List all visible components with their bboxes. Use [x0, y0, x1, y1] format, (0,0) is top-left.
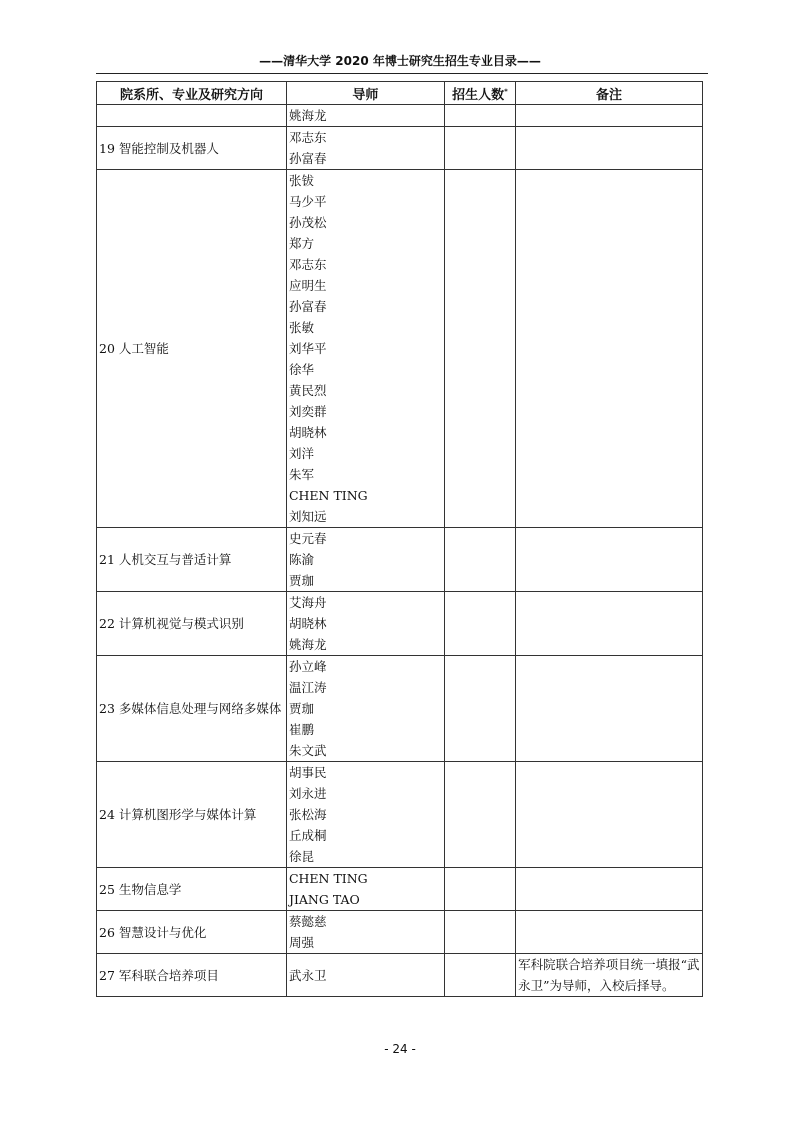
supervisor-name: 陈渝 — [288, 552, 314, 567]
supervisor-name: 朱军 — [288, 467, 314, 482]
supervisor-name: 张松海 — [288, 807, 327, 822]
direction-cell: 27 军科联合培养项目 — [97, 954, 287, 997]
supervisor-name: 贾珈 — [288, 573, 314, 588]
supervisor-name: 崔鹏 — [288, 722, 314, 737]
remarks-cell: 军科院联合培养项目统一填报“武永卫”为导师，入校后择导。 — [516, 954, 703, 997]
table-row — [97, 105, 703, 127]
quota-cell — [444, 528, 515, 592]
remarks-cell — [516, 762, 703, 868]
supervisor-name: 邓志东 — [288, 130, 327, 145]
quota-cell — [444, 954, 515, 997]
direction-cell — [97, 105, 287, 127]
header-supervisor: 导师 — [286, 82, 444, 105]
supervisor-name: 郑方 — [288, 236, 314, 251]
table-row — [97, 127, 703, 170]
supervisor-name: 刘奕群 — [288, 404, 327, 419]
page-number: - 24 - — [384, 1042, 416, 1056]
supervisor-cell — [286, 127, 444, 170]
supervisor-cell — [286, 528, 444, 592]
table-row — [97, 954, 703, 997]
supervisor-name: 刘洋 — [288, 446, 314, 461]
supervisor-name: 孙茂松 — [288, 215, 327, 230]
table-header-row — [97, 82, 703, 105]
supervisor-name: JIANG TAO — [288, 892, 360, 907]
supervisor-name: CHEN TING — [288, 871, 368, 886]
supervisor-name: 孙富春 — [288, 151, 327, 166]
header-rule — [96, 73, 708, 74]
supervisor-name: 马少平 — [288, 194, 327, 209]
supervisor-name: 武永卫 — [288, 967, 327, 983]
supervisor-name: 温江涛 — [288, 680, 327, 695]
supervisor-name: 应明生 — [288, 278, 327, 293]
header-quota-mark: * — [504, 87, 508, 96]
supervisor-cell — [286, 762, 444, 868]
header-remarks: 备注 — [516, 82, 703, 105]
table-row — [97, 170, 703, 528]
supervisor-name: 艾海舟 — [288, 595, 327, 610]
quota-cell — [444, 762, 515, 868]
supervisor-name: 张敏 — [288, 320, 314, 335]
supervisor-cell — [286, 170, 444, 528]
supervisor-name: 丘成桐 — [288, 828, 327, 843]
supervisor-cell — [286, 656, 444, 762]
supervisor-name: 胡晓林 — [288, 616, 327, 631]
remarks-cell — [516, 105, 703, 127]
supervisor-cell — [286, 954, 444, 997]
supervisor-name: 贾珈 — [288, 701, 314, 716]
supervisor-name: 史元春 — [288, 531, 327, 546]
header-quota — [444, 82, 515, 105]
header-quota-label: 招生人数 — [452, 87, 505, 103]
quota-cell — [444, 127, 515, 170]
supervisor-name: 刘知远 — [288, 509, 327, 524]
supervisor-name: 朱文武 — [288, 743, 327, 758]
direction-cell: 23 多媒体信息处理与网络多媒体 — [97, 656, 287, 762]
supervisor-name: 刘华平 — [288, 341, 327, 356]
supervisor-name: 周强 — [288, 935, 314, 950]
quota-cell — [444, 868, 515, 911]
supervisor-cell — [286, 911, 444, 954]
remarks-cell — [516, 592, 703, 656]
supervisor-name: 姚海龙 — [288, 108, 327, 123]
quota-cell — [444, 911, 515, 954]
supervisor-name: CHEN TING — [288, 488, 368, 503]
remarks-cell — [516, 528, 703, 592]
direction-cell: 21 人机交互与普适计算 — [97, 528, 287, 592]
table-row — [97, 762, 703, 868]
supervisor-name: 蔡懿慈 — [288, 914, 327, 929]
supervisor-name: 徐昆 — [288, 849, 314, 864]
remarks-cell — [516, 868, 703, 911]
quota-cell — [444, 170, 515, 528]
table-row — [97, 656, 703, 762]
table-row — [97, 911, 703, 954]
supervisor-name: 姚海龙 — [288, 637, 327, 652]
supervisor-name: 孙富春 — [288, 299, 327, 314]
supervisor-cell — [286, 868, 444, 911]
quota-cell — [444, 592, 515, 656]
direction-cell: 19 智能控制及机器人 — [97, 127, 287, 170]
quota-cell — [444, 105, 515, 127]
supervisor-name: 孙立峰 — [288, 659, 327, 674]
table-row — [97, 868, 703, 911]
direction-cell: 22 计算机视觉与模式识别 — [97, 592, 287, 656]
direction-cell: 24 计算机图形学与媒体计算 — [97, 762, 287, 868]
supervisor-name: 黄民烈 — [288, 383, 327, 398]
remarks-cell — [516, 911, 703, 954]
catalog-table — [96, 81, 703, 997]
remarks-cell — [516, 656, 703, 762]
supervisor-name: 刘永进 — [288, 786, 327, 801]
quota-cell — [444, 656, 515, 762]
table-row — [97, 528, 703, 592]
supervisor-name: 胡事民 — [288, 765, 327, 780]
supervisor-cell — [286, 592, 444, 656]
supervisor-name: 胡晓林 — [288, 425, 327, 440]
supervisor-name: 张钹 — [288, 173, 314, 188]
direction-cell: 20 人工智能 — [97, 170, 287, 528]
page-header: ——清华大学 2020 年博士研究生招生专业目录—— — [259, 54, 541, 68]
supervisor-name: 徐华 — [288, 362, 314, 377]
table-row — [97, 592, 703, 656]
supervisor-name: 邓志东 — [288, 257, 327, 272]
supervisor-cell — [286, 105, 444, 127]
header-direction: 院系所、专业及研究方向 — [97, 82, 287, 105]
remarks-cell — [516, 170, 703, 528]
direction-cell: 25 生物信息学 — [97, 868, 287, 911]
remarks-cell — [516, 127, 703, 170]
direction-cell: 26 智慧设计与优化 — [97, 911, 287, 954]
table-body — [97, 105, 703, 997]
